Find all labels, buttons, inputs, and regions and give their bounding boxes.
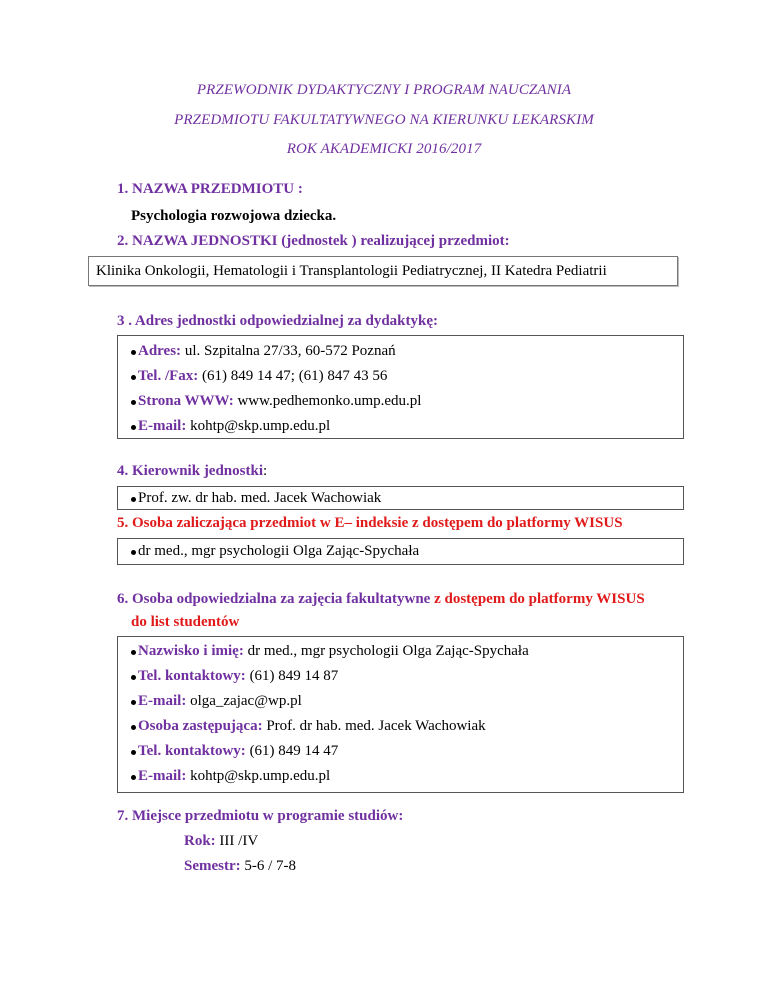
course-name: Psychologia rozwojowa dziecka.	[131, 208, 337, 224]
section-6-heading-line-2: do list studentów	[131, 614, 240, 630]
bullet-icon	[131, 675, 136, 680]
bullet-icon	[131, 425, 136, 430]
examiner-box	[117, 538, 684, 565]
study-year: Rok: III /IV	[184, 833, 259, 849]
bullet-icon	[131, 725, 136, 730]
bullet-icon	[131, 375, 136, 380]
section-3-heading: 3 . Adres jednostki odpowiedzialnej za dydaktykę:	[117, 313, 439, 329]
doc-title-line-2: PRZEDMIOTU FAKULTATYWNEGO NA KIERUNKU LEKARSKIM	[174, 112, 594, 128]
section-5-heading: 5. Osoba zaliczająca przedmiot w E– indeksie z dostępem do platformy WISUS	[117, 515, 623, 531]
bullet-icon	[131, 700, 136, 705]
bullet-icon	[131, 497, 136, 502]
address-box	[117, 335, 684, 439]
deputy-name-item: Osoba zastępująca: Prof. dr hab. med. Jacek Wachowiak	[138, 718, 486, 735]
bullet-icon	[131, 750, 136, 755]
section-7-heading: 7. Miejsce przedmiotu w programie studiów:	[117, 808, 404, 824]
head-of-unit-box	[117, 486, 684, 510]
deputy-phone-item: Tel. kontaktowy: (61) 849 14 47	[138, 743, 338, 760]
doc-title-line-1: PRZEWODNIK DYDAKTYCZNY I PROGRAM NAUCZANIA	[196, 82, 572, 98]
bullet-icon	[131, 400, 136, 405]
coordinator-phone-item: Tel. kontaktowy: (61) 849 14 87	[138, 668, 338, 685]
doc-title-line-3: ROK AKADEMICKI 2016/2017	[286, 141, 482, 157]
coordinator-box	[117, 636, 684, 793]
bullet-icon	[131, 775, 136, 780]
phone-fax-item: Tel. /Fax: (61) 849 14 47; (61) 847 43 56	[138, 368, 387, 385]
head-of-unit-item: Prof. zw. dr hab. med. Jacek Wachowiak	[138, 490, 381, 507]
bullet-icon	[131, 550, 136, 555]
unit-name: Klinika Onkologii, Hematologii i Transplantologii Pediatrycznej, II Katedra Pediatrii	[96, 263, 607, 279]
coordinator-name-item: Nazwisko i imię: dr med., mgr psychologii Olga Zając-Spychała	[138, 643, 529, 660]
section-6-heading: 6. Osoba odpowiedzialna za zajęcia fakultatywne z dostępem do platformy WISUS	[117, 591, 645, 607]
unit-name-box	[88, 256, 678, 286]
section-1-heading: 1. NAZWA PRZEDMIOTU :	[117, 181, 303, 197]
website-item: Strona WWW: www.pedhemonko.ump.edu.pl	[138, 393, 421, 410]
bullet-icon	[131, 650, 136, 655]
email-item: E-mail: kohtp@skp.ump.edu.pl	[138, 418, 330, 435]
semester: Semestr: 5-6 / 7-8	[184, 858, 297, 874]
bullet-icon	[131, 350, 136, 355]
coordinator-email-item: E-mail: olga_zajac@wp.pl	[138, 693, 302, 710]
address-item: Adres: ul. Szpitalna 27/33, 60-572 Poznań	[138, 343, 396, 360]
deputy-email-item: E-mail: kohtp@skp.ump.edu.pl	[138, 768, 330, 785]
examiner-item: dr med., mgr psychologii Olga Zając-Spychała	[138, 543, 419, 560]
section-2-heading: 2. NAZWA JEDNOSTKI (jednostek ) realizującej przedmiot:	[117, 233, 510, 249]
section-4-heading: 4. Kierownik jednostki:	[117, 463, 268, 479]
